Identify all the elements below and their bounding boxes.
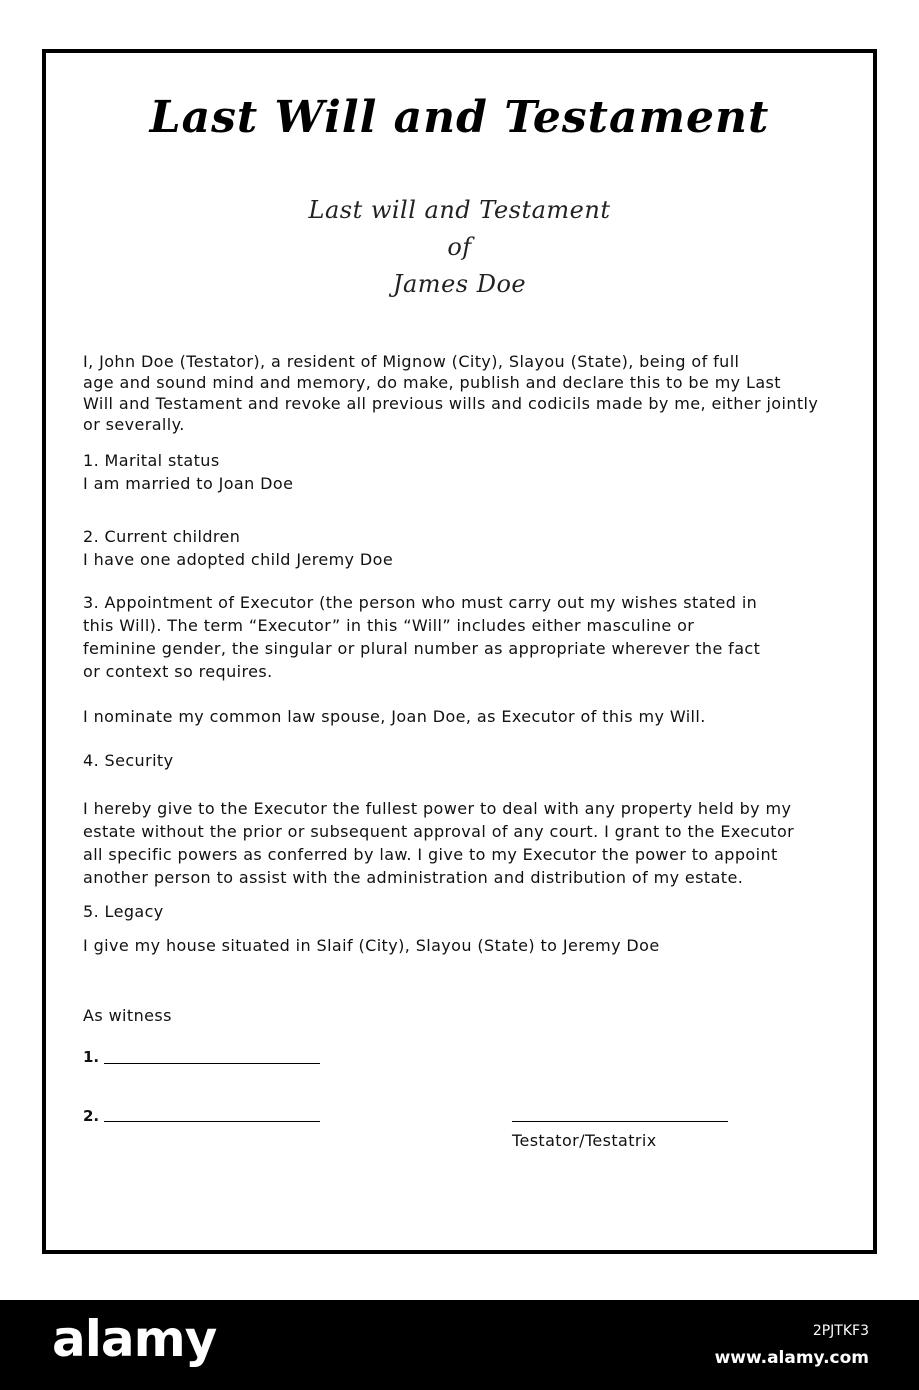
section-text-executor: 3. Appointment of Executor (the person who must carry out my wishes stated in	[83, 593, 758, 612]
subtitle-testator-name: James Doe	[392, 270, 527, 298]
intro-line: I, John Doe (Testator), a resident of Mignow (City), Slayou (State), being of full	[83, 352, 740, 371]
section-text-security: estate without the prior or subsequent approval of any court. I grant to the Executor	[83, 822, 795, 841]
section-heading-security: 4. Security	[83, 751, 174, 770]
section-text-current-children: I have one adopted child Jeremy Doe	[83, 550, 394, 569]
section-text-executor: this Will). The term “Executor” in this “Will” includes either masculine or	[83, 616, 695, 635]
watermark-image-id: 2PJTKF3	[812, 1323, 869, 1339]
witness-1-number: 1.	[83, 1048, 100, 1066]
witness-1-signature-line	[104, 1063, 320, 1064]
section-text-legacy: I give my house situated in Slaif (City), Slayou (State) to Jeremy Doe	[83, 936, 660, 955]
document-title: Last Will and Testament	[149, 92, 770, 143]
subtitle-line-2: of	[447, 233, 472, 261]
intro-line: or severally.	[83, 415, 185, 434]
testator-signature-line	[512, 1121, 728, 1122]
intro-line: age and sound mind and memory, do make, publish and declare this to be my Last	[83, 373, 781, 392]
section-text-executor: feminine gender, the singular or plural number as appropriate wherever the fact	[83, 639, 761, 658]
executor-nomination: I nominate my common law spouse, Joan Doe, as Executor of this my Will.	[83, 707, 706, 726]
witness-label: As witness	[83, 1006, 172, 1025]
section-text-executor: or context so requires.	[83, 662, 273, 681]
section-text-security: another person to assist with the administration and distribution of my estate.	[83, 868, 744, 887]
section-text-security: all specific powers as conferred by law. I give to my Executor the power to appoint	[83, 845, 778, 864]
section-heading-current-children: 2. Current children	[83, 527, 241, 546]
subtitle-line-1: Last will and Testament	[308, 196, 611, 224]
section-text-marital-status: I am married to Joan Doe	[83, 474, 294, 493]
section-heading-marital-status: 1. Marital status	[83, 451, 220, 470]
witness-2-number: 2.	[83, 1107, 100, 1125]
section-text-security: I hereby give to the Executor the fullest power to deal with any property held by my	[83, 799, 792, 818]
watermark-site: www.alamy.com	[714, 1348, 869, 1368]
witness-2-signature-line	[104, 1121, 320, 1122]
testator-label: Testator/Testatrix	[512, 1131, 657, 1150]
section-heading-legacy: 5. Legacy	[83, 902, 164, 921]
intro-line: Will and Testament and revoke all previous wills and codicils made by me, either jointly	[83, 394, 819, 413]
alamy-logo: alamy	[52, 1310, 217, 1368]
